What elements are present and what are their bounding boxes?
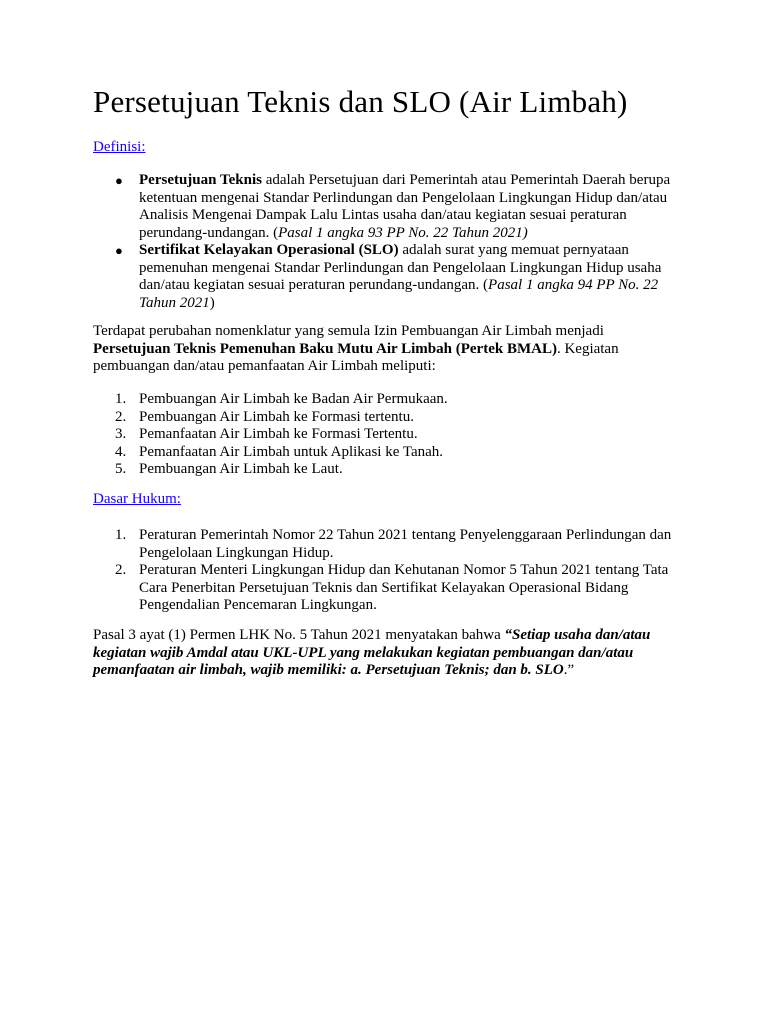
list-number: 3. [115, 426, 127, 442]
definition-term: Persetujuan Teknis [139, 172, 262, 188]
pasal-quote: “Setiap usaha dan/atau kegiatan wajib Amdal atau UKL-UPL yang melakukan kegiatan pembuangan dan/atau pemanfaatan air limbah, wajib memiliki: a. Persetujuan Teknis; dan b. SLO [93, 627, 651, 678]
nomenclature-paragraph [93, 323, 673, 376]
definition-tail: ) [209, 294, 215, 311]
definisi-heading-text[interactable]: Definisi [93, 139, 142, 155]
list-text: Peraturan Menteri Lingkungan Hidup dan Kehutanan Nomor 5 Tahun 2021 tentang Tata Cara Penerbitan Persetujuan Teknis dan Sertifikat Kelayakan Operasional Bidang Pengendalian Pencemaran Lingkungan. [139, 562, 669, 613]
list-text: Peraturan Pemerintah Nomor 22 Tahun 2021 tentang Penyelenggaraan Perlindungan dan Pengelolaan Lingkungan Hidup. [139, 527, 672, 561]
paragraph-text-end: . Kegiatan pembuangan dan/atau pemanfaatan Air Limbah meliputi: [93, 340, 619, 374]
list-number: 1. [115, 527, 127, 543]
definition-item [93, 242, 683, 312]
list-number: 2. [115, 562, 127, 578]
list-text: Pembuangan Air Limbah ke Formasi tertentu. [139, 408, 414, 425]
pasal-end: .” [563, 662, 575, 678]
definisi-colon: : [141, 139, 146, 155]
dasar-hukum-list [93, 527, 683, 615]
bullet-icon: ● [115, 173, 123, 188]
list-item [93, 461, 683, 479]
paragraph-bold: Persetujuan Teknis Pemenuhan Baku Mutu Air Limbah (Pertek BMAL) [93, 340, 557, 357]
list-text: Pembuangan Air Limbah ke Badan Air Permukaan. [139, 391, 448, 407]
list-item [93, 409, 683, 427]
definition-text: adalah surat yang memuat pernyataan pemenuhan mengenai Standar Perlindungan dan Pengelolaan Lingkungan Hidup usaha dan/atau kegiatan sesuai peraturan perundang-undangan. ( [139, 242, 662, 293]
definition-term: Sertifikat Kelayakan Operasional (SLO) [139, 242, 399, 258]
list-item [93, 391, 683, 409]
definition-text: adalah Persetujuan dari Pemerintah atau Pemerintah Daerah berupa ketentuan mengenai Standar Perlindungan dan Pengelolaan Lingkungan Hidup dan/atau Analisis Mengenai Dampak Lalu Lintas usaha dan/atau kegiatan sesuai peraturan perundang-undangan. ( [139, 172, 671, 241]
definition-list [93, 172, 683, 312]
list-number: 1. [115, 391, 127, 407]
list-item [93, 426, 683, 444]
list-number: 4. [115, 443, 127, 460]
list-text: Pemanfaatan Air Limbah untuk Aplikasi ke Tanah. [139, 443, 444, 460]
list-item [93, 444, 683, 462]
page-title: Persetujuan Teknis dan SLO (Air Limbah) [93, 84, 628, 119]
pasal-text: Pasal 3 ayat (1) Permen LHK No. 5 Tahun 2021 menyatakan bahwa [93, 627, 505, 643]
kegiatan-list [93, 391, 683, 479]
definition-reference: Pasal 1 angka 94 PP No. 22 Tahun 2021 [139, 277, 659, 311]
list-item [93, 562, 683, 615]
list-text: Pemanfaatan Air Limbah ke Formasi Tertentu. [139, 426, 418, 442]
definisi-heading[interactable] [93, 139, 146, 156]
list-item [93, 527, 683, 562]
dasar-hukum-heading[interactable]: Dasar Hukum: [93, 491, 181, 507]
paragraph-text: Terdapat perubahan nomenklatur yang semula Izin Pembuangan Air Limbah menjadi [93, 323, 604, 339]
list-number: 2. [115, 408, 127, 425]
definition-reference: Pasal 1 angka 93 PP No. 22 Tahun 2021) [278, 224, 528, 241]
list-number: 5. [115, 461, 127, 477]
definition-item [93, 172, 683, 242]
bullet-icon: ● [115, 243, 123, 258]
pasal-paragraph [93, 627, 683, 680]
list-text: Pembuangan Air Limbah ke Laut. [139, 461, 343, 477]
